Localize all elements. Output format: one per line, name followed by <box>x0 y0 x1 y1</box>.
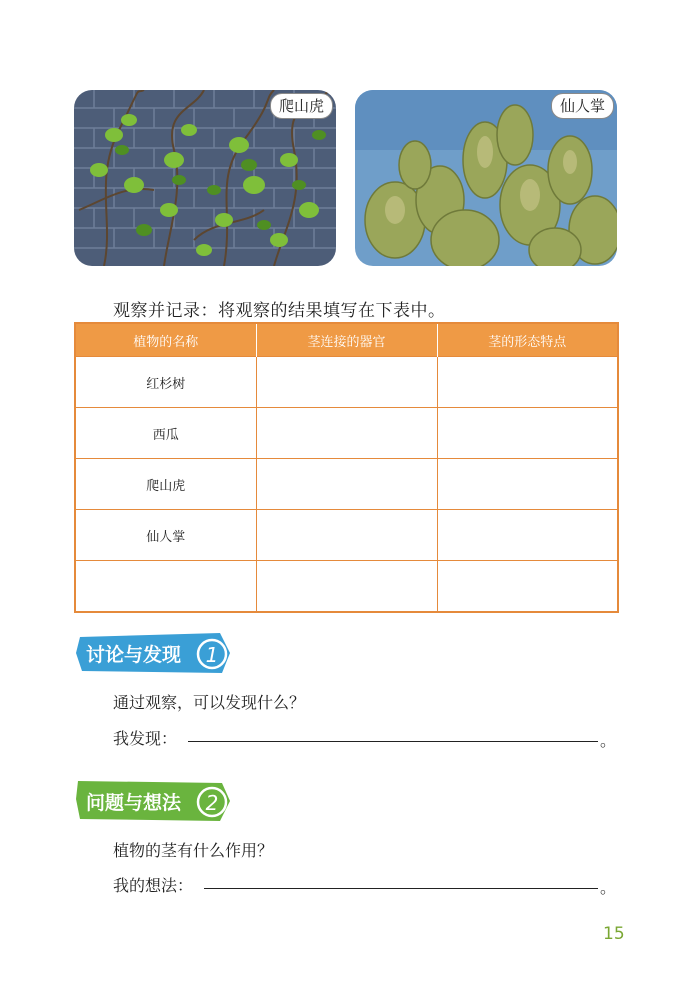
cactus-label: 仙人掌 <box>551 93 614 119</box>
features-cell[interactable] <box>437 408 618 459</box>
discuss-badge-title: 讨论与发现 <box>86 644 182 666</box>
ideas-answer-label: 我的想法： <box>113 876 194 895</box>
table-row <box>75 357 618 408</box>
ideas-badge <box>74 777 234 823</box>
table-row <box>75 459 618 510</box>
plant-name-cell: 爬山虎 <box>75 459 256 510</box>
plant-name-cell: 仙人掌 <box>75 510 256 561</box>
header-connected-organs: 茎连接的器官 <box>256 323 437 357</box>
plant-name-cell[interactable] <box>75 561 256 613</box>
ideas-question: 植物的茎有什么作用？ <box>113 841 274 860</box>
ideas-answer-line[interactable] <box>204 888 598 889</box>
organs-cell[interactable] <box>256 408 437 459</box>
discuss-badge-number: 1 <box>205 643 219 667</box>
plant-name-cell: 红杉树 <box>75 357 256 408</box>
header-stem-features: 茎的形态特点 <box>437 323 618 357</box>
instruction-text: 观察并记录：将观察的结果填写在下表中。 <box>113 301 446 321</box>
table-row <box>75 510 618 561</box>
cactus-photo <box>355 90 617 266</box>
organs-cell[interactable] <box>256 561 437 613</box>
discuss-answer-line[interactable] <box>188 741 598 742</box>
header-plant-name: 植物的名称 <box>75 323 256 357</box>
features-cell[interactable] <box>437 561 618 613</box>
organs-cell[interactable] <box>256 510 437 561</box>
organs-cell[interactable] <box>256 357 437 408</box>
plant-name-cell: 西瓜 <box>75 408 256 459</box>
features-cell[interactable] <box>437 459 618 510</box>
organs-cell[interactable] <box>256 459 437 510</box>
page-number: 15 <box>603 924 625 944</box>
table-header-row <box>75 323 618 357</box>
ivy-label: 爬山虎 <box>270 93 333 119</box>
discuss-answer-label: 我发现： <box>113 729 178 748</box>
features-cell[interactable] <box>437 510 618 561</box>
discuss-question: 通过观察，可以发现什么？ <box>113 693 306 712</box>
ivy-photo <box>74 90 336 266</box>
discuss-badge <box>74 631 234 675</box>
features-cell[interactable] <box>437 357 618 408</box>
table-row <box>75 408 618 459</box>
ideas-period: 。 <box>600 878 617 897</box>
discuss-period: 。 <box>600 731 617 750</box>
observation-table <box>74 322 619 613</box>
table-row <box>75 561 618 613</box>
ideas-badge-number: 2 <box>205 791 219 815</box>
ideas-badge-title: 问题与想法 <box>86 792 182 814</box>
